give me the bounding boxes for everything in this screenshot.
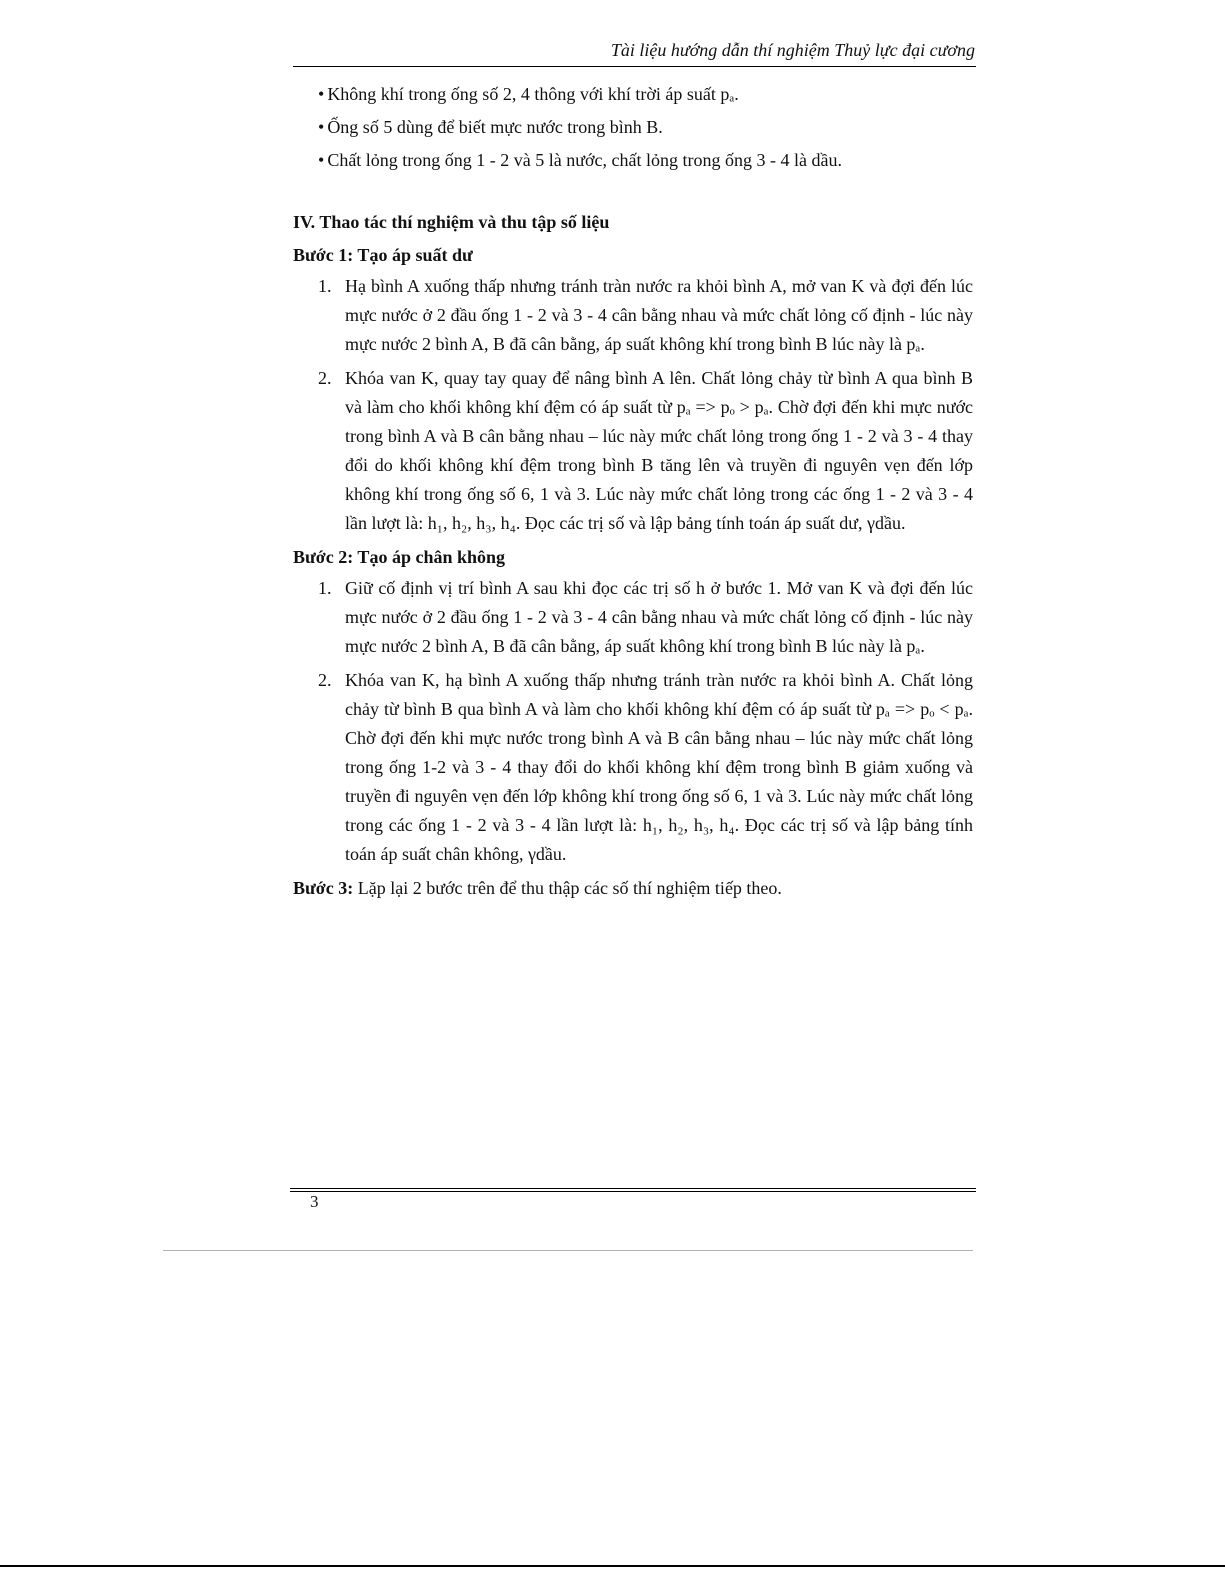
bullet-text: Ống số 5 dùng để biết mực nước trong bình B. xyxy=(327,117,663,137)
list-item-text: Khóa van K, quay tay quay để nâng bình A lên. Chất lỏng chảy từ bình A qua bình B và làm cho khối không khí đệm có áp suất từ pₐ => pₒ > pₐ. Chờ đợi đến khi mực nước trong bình A và B cân bằng nhau – lúc này mức chất lỏng trong ống 1 - 2 và 3 - 4 thay đổi do khối không khí đệm trong bình B tăng lên và truyền đi nguyên vẹn đến lớp không khí trong ống số 6, 1 và 3. Lúc này mức chất lỏng trong các ống 1 - 2 và 3 - 4 lần lượt là: h₁, h₂, h₃, h₄. Đọc các trị số và lập bảng tính toán áp suất dư, γdầu. xyxy=(345,368,973,533)
bullet-item xyxy=(318,146,973,175)
step1-list xyxy=(293,272,973,538)
step3-paragraph xyxy=(293,874,973,903)
list-item xyxy=(318,574,973,661)
header-rule xyxy=(293,66,976,67)
step3-text: Lặp lại 2 bước trên để thu thập các số thí nghiệm tiếp theo. xyxy=(353,878,782,898)
bullet-icon: • xyxy=(318,117,325,137)
bullet-item xyxy=(318,80,973,109)
list-item-text: Giữ cố định vị trí bình A sau khi đọc các trị số h ở bước 1. Mở van K và đợi đến lúc mực nước ở 2 đầu ống 1 - 2 và 3 - 4 cân bằng nhau và mức chất lỏng cố định - lúc này mực nước 2 bình A, B đã cân bằng, áp suất không khí trong bình B lúc này là pₐ. xyxy=(345,578,973,656)
bullet-icon: • xyxy=(318,84,325,104)
bullet-text: Chất lỏng trong ống 1 - 2 và 5 là nước, chất lỏng trong ống 3 - 4 là dầu. xyxy=(327,150,842,170)
step2-list xyxy=(293,574,973,869)
list-item xyxy=(318,272,973,359)
bottom-border xyxy=(0,1565,1225,1567)
step2-heading: Bước 2: Tạo áp chân không xyxy=(293,547,505,567)
step3-label: Bước 3: xyxy=(293,878,354,898)
list-item xyxy=(318,666,973,869)
list-item xyxy=(318,364,973,538)
bullet-icon: • xyxy=(318,150,325,170)
list-item-number: 1. xyxy=(318,276,332,296)
running-header-title: Tài liệu hướng dẫn thí nghiệm Thuỷ lực đại cương xyxy=(610,40,975,60)
section-heading: IV. Thao tác thí nghiệm và thu tập số liệu xyxy=(293,212,610,232)
list-item-number: 1. xyxy=(318,578,332,598)
list-item-text: Khóa van K, hạ bình A xuống thấp nhưng tránh tràn nước ra khỏi bình A. Chất lỏng chảy từ bình B qua bình A và làm cho khối không khí đệm có áp suất từ pₐ => pₒ < pₐ. Chờ đợi đến khi mực nước trong bình A và B cân bằng nhau – lúc này mức chất lỏng trong ống 1-2 và 3 - 4 thay đổi do khối không khí đệm trong bình B giảm xuống và truyền đi nguyên vẹn đến lớp không khí trong ống số 6, 1 và 3. Lúc này mức chất lỏng trong các ống 1 - 2 và 3 - 4 lần lượt là: h₁, h₂, h₃, h₄. Đọc các trị số và lập bảng tính toán áp suất chân không, γdầu. xyxy=(345,670,973,864)
page-content xyxy=(293,80,973,903)
page-end-divider xyxy=(163,1250,973,1251)
footer-rule xyxy=(290,1191,976,1192)
footer-rule xyxy=(290,1188,976,1189)
step1-heading: Bước 1: Tạo áp suất dư xyxy=(293,245,473,265)
list-item-number: 2. xyxy=(318,368,332,388)
list-item-number: 2. xyxy=(318,670,332,690)
bullet-text: Không khí trong ống số 2, 4 thông với khí trời áp suất pₐ. xyxy=(327,84,739,104)
bullet-item xyxy=(318,113,973,142)
page-number: 3 xyxy=(310,1192,319,1211)
list-item-text: Hạ bình A xuống thấp nhưng tránh tràn nước ra khỏi bình A, mở van K và đợi đến lúc mực nước ở 2 đầu ống 1 - 2 và 3 - 4 cân bằng nhau và mức chất lỏng cố định - lúc này mực nước 2 bình A, B đã cân bằng, áp suất không khí trong bình B lúc này là pₐ. xyxy=(345,276,973,354)
